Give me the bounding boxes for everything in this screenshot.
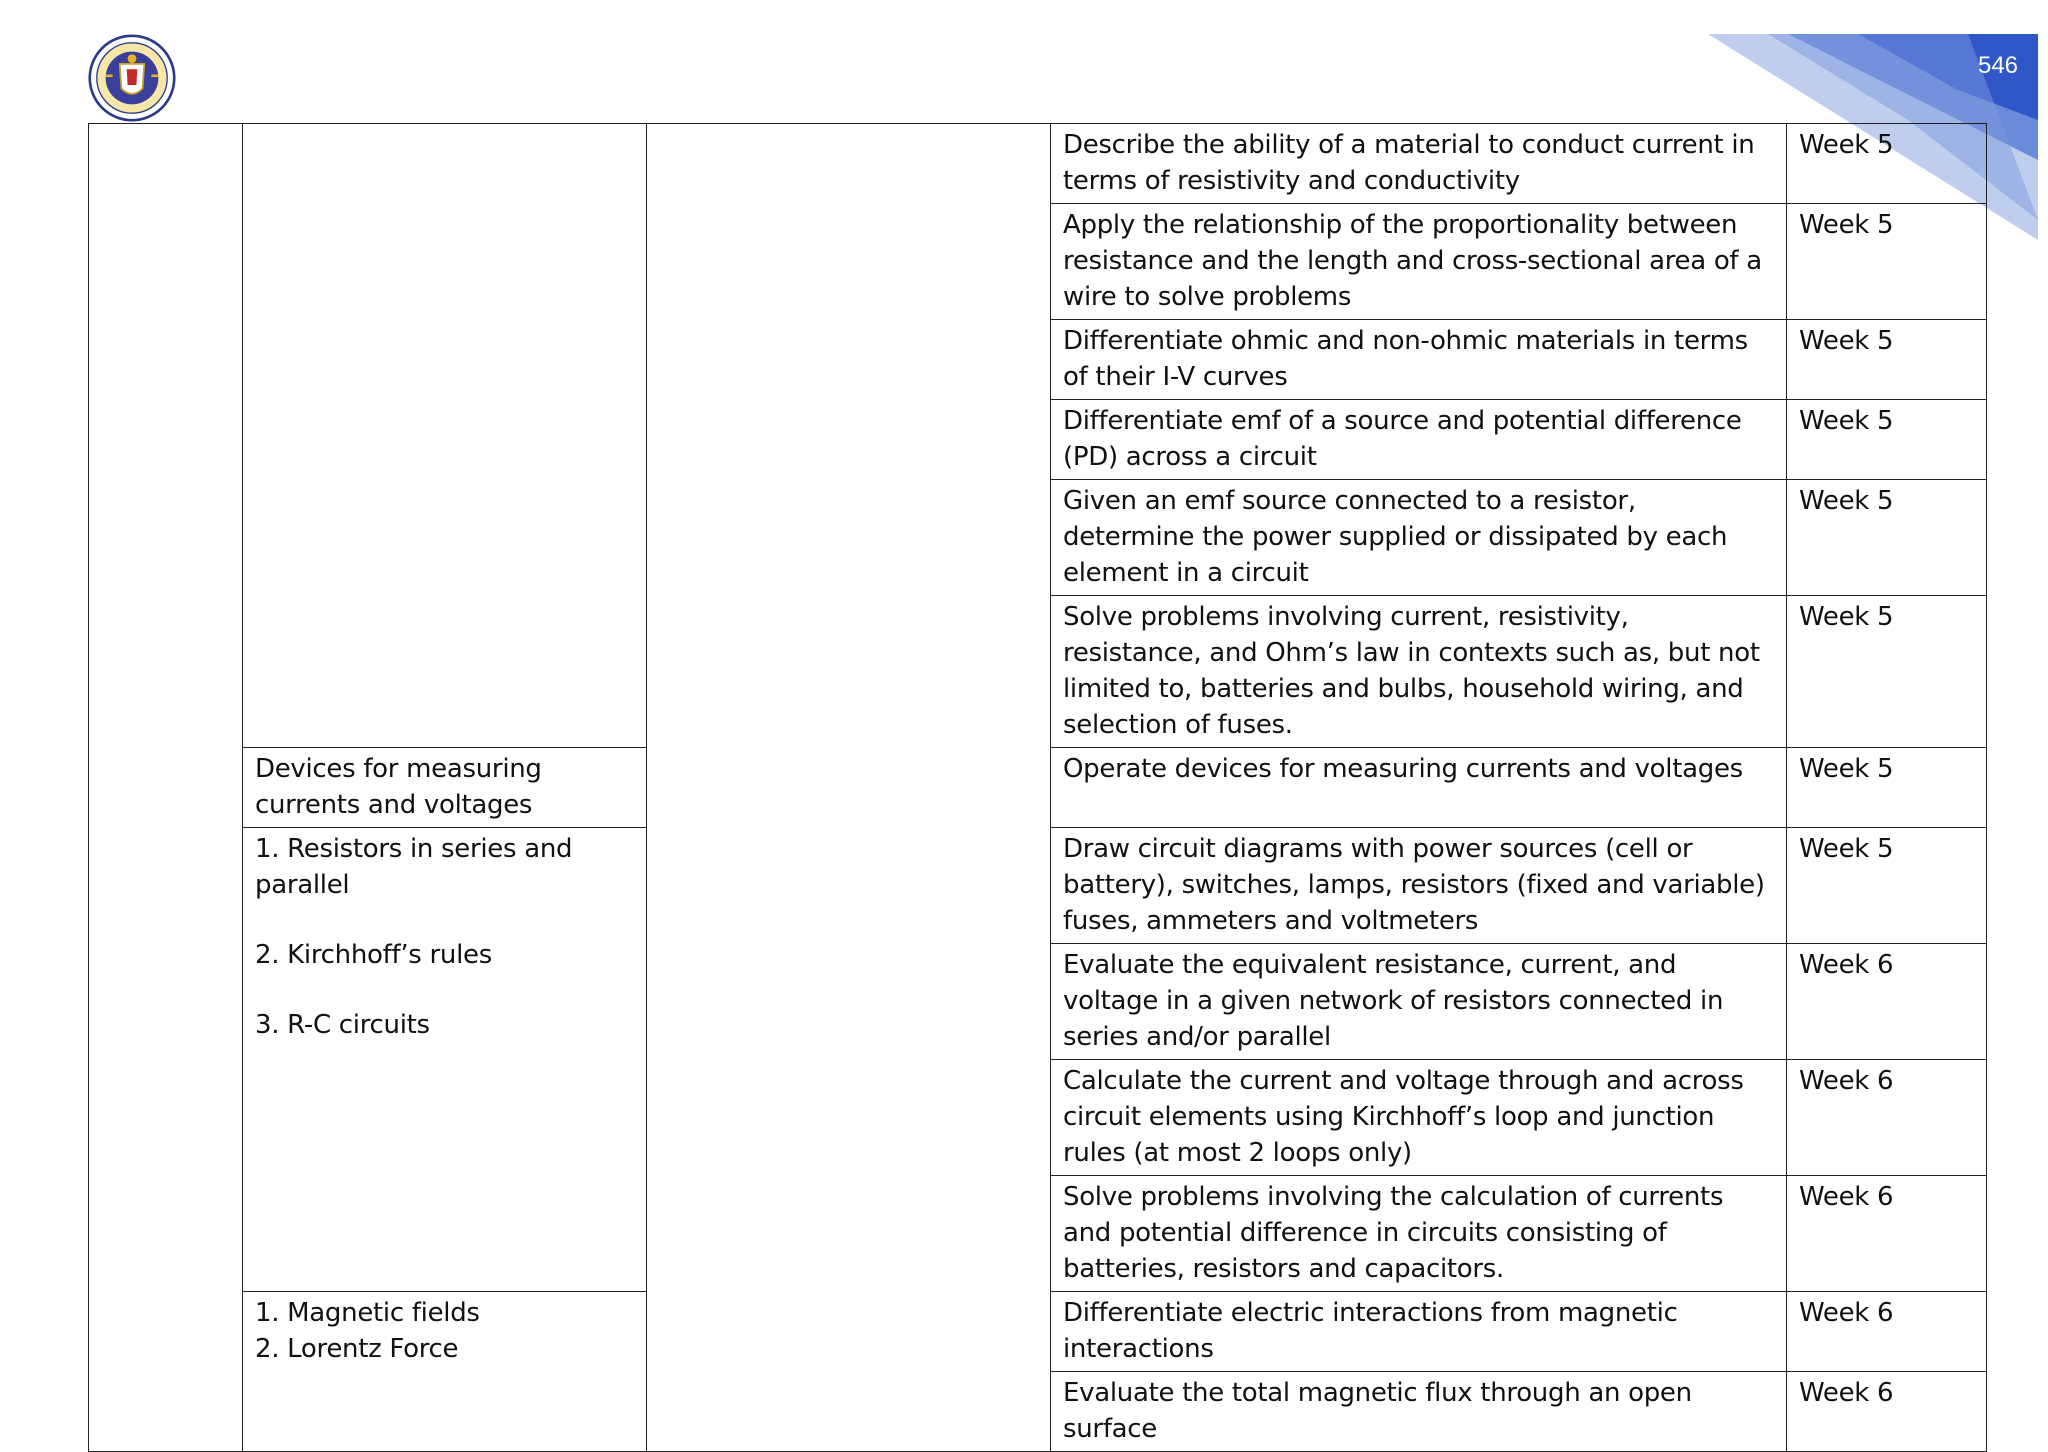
competency-cell: Differentiate electric interactions from magnetic interactions	[1051, 1292, 1787, 1372]
topic-line: 2. Lorentz Force	[255, 1334, 459, 1364]
competency-cell: Draw circuit diagrams with power sources (cell or battery), switches, lamps, resistors (fixed and variable) fuses, ammeters and voltmeters	[1051, 828, 1787, 944]
topic-cell	[243, 124, 647, 748]
competency-cell: Solve problems involving current, resistivity, resistance, and Ohm’s law in contexts such as, but not limited to, batteries and bulbs, household wiring, and selection of fuses.	[1051, 596, 1787, 748]
content-standard-cell	[647, 124, 1051, 1452]
week-cell: Week 5	[1787, 124, 1987, 204]
topic-cell	[243, 1292, 647, 1452]
competency-cell: Evaluate the total magnetic flux through an open surface	[1051, 1372, 1787, 1452]
competency-cell: Differentiate ohmic and non-ohmic materials in terms of their I-V curves	[1051, 320, 1787, 400]
topic-cell	[243, 828, 647, 1292]
week-cell: Week 6	[1787, 944, 1987, 1060]
competency-cell: Evaluate the equivalent resistance, current, and voltage in a given network of resistors connected in series and/or parallel	[1051, 944, 1787, 1060]
page-number: 546	[1977, 52, 2019, 79]
topic-line: 1. Resistors in series and parallel	[255, 834, 573, 900]
week-cell: Week 5	[1787, 828, 1987, 944]
topic-cell: Devices for measuring currents and voltages	[243, 748, 647, 828]
week-cell: Week 5	[1787, 204, 1987, 320]
competency-cell: Apply the relationship of the proportionality between resistance and the length and cross-sectional area of a wire to solve problems	[1051, 204, 1787, 320]
table-row	[89, 124, 1987, 204]
topic-line: 2. Kirchhoff’s rules	[255, 940, 492, 970]
competency-cell: Given an emf source connected to a resistor, determine the power supplied or dissipated by each element in a circuit	[1051, 480, 1787, 596]
week-cell: Week 5	[1787, 320, 1987, 400]
week-cell: Week 6	[1787, 1176, 1987, 1292]
week-cell: Week 5	[1787, 400, 1987, 480]
competency-cell: Differentiate emf of a source and potential difference (PD) across a circuit	[1051, 400, 1787, 480]
week-cell: Week 6	[1787, 1060, 1987, 1176]
week-cell: Week 5	[1787, 480, 1987, 596]
topic-line: 1. Magnetic fields	[255, 1298, 480, 1328]
deped-seal-logo	[88, 34, 176, 122]
competency-cell: Operate devices for measuring currents and voltages	[1051, 748, 1787, 828]
week-cell: Week 6	[1787, 1372, 1987, 1452]
topic-line: 3. R-C circuits	[255, 1010, 430, 1040]
curriculum-table	[88, 123, 1987, 1452]
quarter-cell	[89, 124, 243, 1452]
week-cell: Week 6	[1787, 1292, 1987, 1372]
week-cell: Week 5	[1787, 748, 1987, 828]
week-cell: Week 5	[1787, 596, 1987, 748]
competency-cell: Calculate the current and voltage through and across circuit elements using Kirchhoff’s loop and junction rules (at most 2 loops only)	[1051, 1060, 1787, 1176]
competency-cell: Describe the ability of a material to conduct current in terms of resistivity and conductivity	[1051, 124, 1787, 204]
competency-cell: Solve problems involving the calculation of currents and potential difference in circuits consisting of batteries, resistors and capacitors.	[1051, 1176, 1787, 1292]
